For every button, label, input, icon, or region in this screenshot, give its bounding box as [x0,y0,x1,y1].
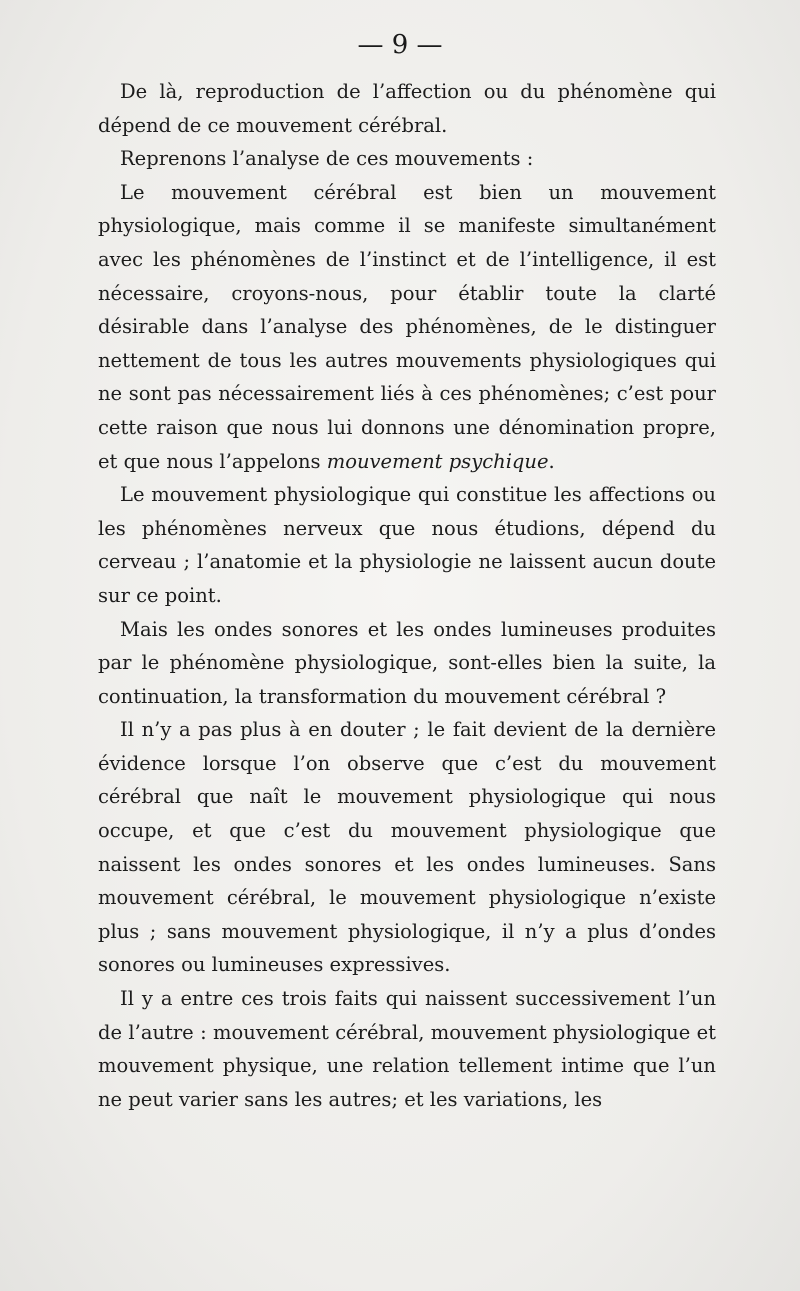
paragraph-7: Il y a entre ces trois faits qui naissent successivement l’un de l’autre : mouvement cérébral, mouvement physiologique et mouvement physique, une relation tellement intime que l’un ne peut varier sans les autres; et les variations, les [98,987,716,1111]
paragraph-4: Le mouvement physiologique qui constitue les affections ou les phénomènes nerveux que nous étudions, dépend du cerveau ; l’anatomie et la physiologie ne laissent aucun doute sur ce point. [98,483,716,607]
paragraph-2: Reprenons l’analyse de ces mouvements : [120,147,534,171]
paragraph-3-text: Le mouvement cérébral est bien un mouvement physiologique, mais comme il se manifeste simultanément avec les phénomènes de l’instinct et de l’intelligence, il est nécessaire, croyons-nous, pour établir toute la clarté désirable dans l’analyse des phénomènes, de le distinguer nettement de tous les autres mouvements physiologiques qui ne sont pas nécessairement liés à ces phénomènes; c’est pour cette raison que nous lui donnons une dénomination propre, et que nous l’appelons [98,180,716,473]
page-number: — 9 — [357,30,443,60]
paragraph-3-italic-term: mouvement psychique [326,449,549,473]
paragraph-3 [98,176,716,478]
paragraph-6: Il n’y a pas plus à en douter ; le fait devient de la dernière évidence lorsque l’on observe que c’est du mouvement cérébral que naît le mouvement physiologique qui nous occupe, et que c’est du mouvement physiologique que naissent les ondes sonores et les ondes lumineuses. Sans mouvement cérébral, le mouvement physiologique n’existe plus ; sans mouvement physiologique, il n’y a plus d’ondes sonores ou lumineuses expressives. [98,718,716,977]
paragraph-3-end: . [548,449,555,473]
paragraph-5: Mais les ondes sonores et les ondes lumineuses produites par le phénomène physiologique, sont-elles bien la suite, la continuation, la transformation du mouvement cérébral ? [98,617,716,708]
paragraph-1: De là, reproduction de l’affection ou du phénomène qui dépend de ce mouvement cérébral. [98,80,716,137]
body-text [98,75,716,1116]
